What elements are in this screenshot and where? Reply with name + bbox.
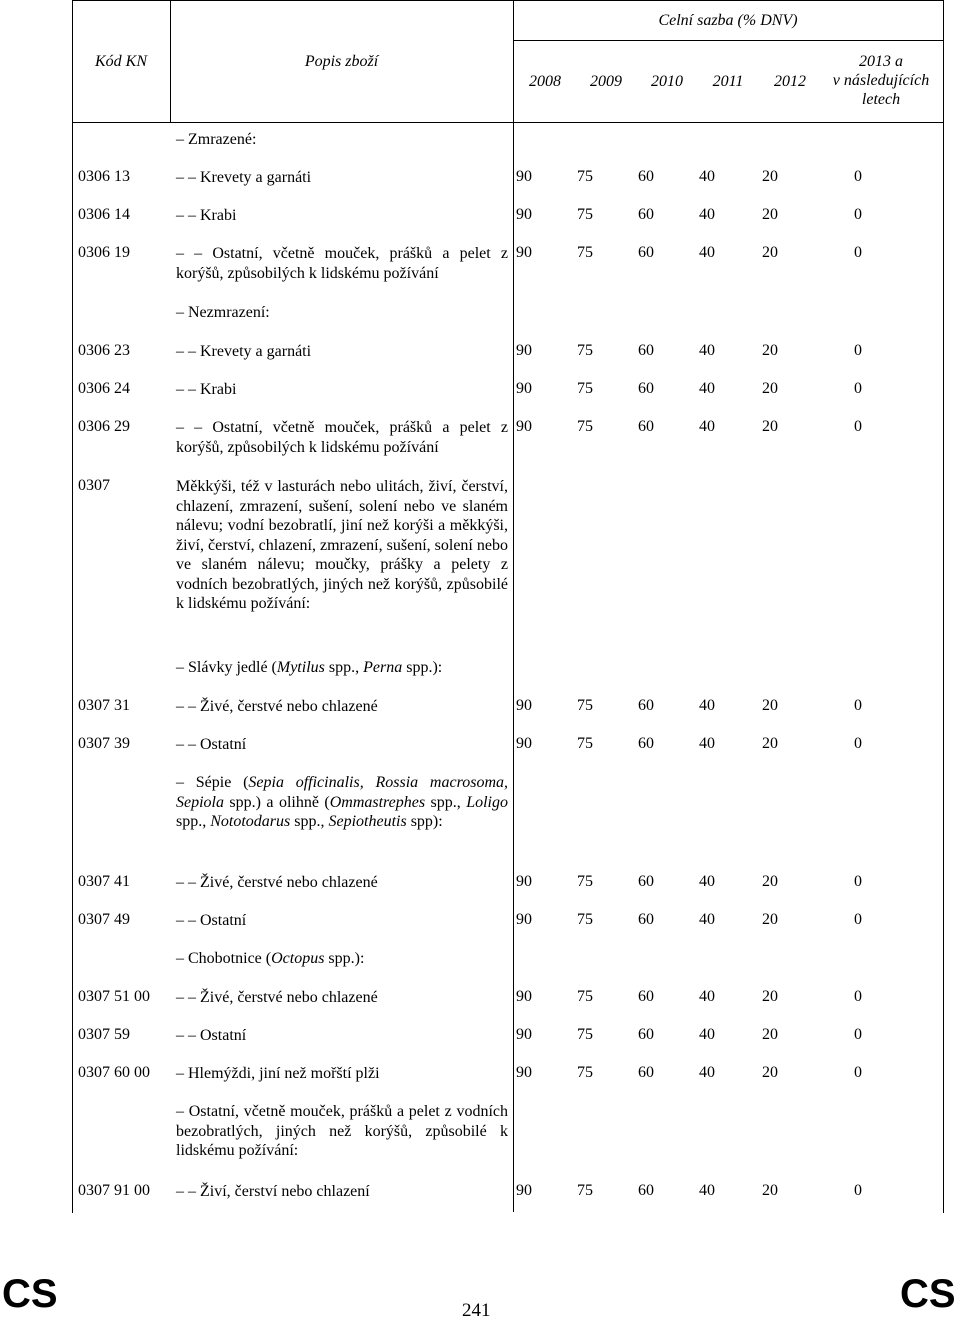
page-number: 241	[462, 1300, 491, 1321]
goods-description: – – Živé, čerstvé nebo chlazené	[176, 874, 378, 891]
kn-code: 0307 91 00	[78, 1182, 150, 1199]
duty-rate-2010: 60	[638, 988, 654, 1005]
kn-code: 0306 19	[78, 244, 130, 261]
duty-rate-2011: 40	[699, 988, 715, 1005]
duty-rate-2010: 60	[638, 244, 654, 261]
duty-rate-2013-plus: 0	[854, 873, 862, 890]
duty-rate-2011: 40	[699, 168, 715, 185]
duty-rate-2013-plus: 0	[854, 244, 862, 261]
header-year-2010: 2010	[651, 73, 683, 90]
duty-rate-2012: 20	[762, 418, 778, 435]
duty-rate-2011: 40	[699, 697, 715, 714]
header-description: Popis zboží	[304, 53, 379, 70]
goods-description: – – Krevety a garnáti	[176, 343, 312, 360]
duty-rate-2013-plus: 0	[854, 911, 862, 928]
duty-rate-2010: 60	[638, 911, 654, 928]
goods-description: – – Ostatní	[176, 1027, 247, 1044]
kn-code: 0307 49	[78, 911, 130, 928]
header-code: Kód KN	[94, 53, 147, 70]
description-text: spp.):	[402, 659, 443, 676]
goods-description: – – Ostatní, včetně mouček, prášků a pelet z korýšů, způsobilých k lidskému požívání	[176, 245, 508, 282]
duty-rate-2010: 60	[638, 380, 654, 397]
goods-description: – Nezmrazení:	[176, 304, 270, 321]
kn-code: 0307 59	[78, 1026, 130, 1043]
duty-rate-2008: 90	[516, 697, 532, 714]
duty-rate-2009: 75	[577, 342, 593, 359]
duty-rate-2013-plus: 0	[854, 1182, 862, 1199]
duty-rate-2011: 40	[699, 873, 715, 890]
duty-rate-2009: 75	[577, 1064, 593, 1081]
goods-description: – – Krabi	[176, 207, 237, 224]
goods-description: – – Živí, čerství nebo chlazení	[176, 1183, 370, 1200]
kn-code: 0306 13	[78, 168, 130, 185]
species-name: Octopus	[271, 950, 325, 967]
duty-rate-2008: 90	[516, 168, 532, 185]
duty-rate-2009: 75	[577, 1026, 593, 1043]
description-text: spp.,	[176, 813, 211, 830]
duty-rate-2010: 60	[638, 697, 654, 714]
duty-rate-2011: 40	[699, 418, 715, 435]
kn-code: 0306 14	[78, 206, 130, 223]
description-text: spp.):	[324, 950, 365, 967]
duty-rate-2008: 90	[516, 735, 532, 752]
header-year-2012: 2012	[774, 73, 806, 90]
species-name: Ommastrephes	[329, 793, 426, 811]
kn-code: 0307 39	[78, 735, 130, 752]
duty-rate-2011: 40	[699, 1182, 715, 1199]
duty-rate-2009: 75	[577, 206, 593, 223]
kn-code: 0306 24	[78, 380, 130, 397]
description-text: spp.,	[425, 793, 467, 811]
header-year-2011: 2011	[712, 73, 744, 90]
goods-description: – – Ostatní	[176, 912, 247, 929]
description-text: spp):	[406, 813, 443, 830]
duty-rate-2011: 40	[699, 342, 715, 359]
duty-rate-2011: 40	[699, 911, 715, 928]
species-name: Perna	[363, 659, 403, 676]
species-name: Loligo	[466, 793, 508, 811]
duty-rate-2009: 75	[577, 380, 593, 397]
duty-rate-2010: 60	[638, 1182, 654, 1199]
header-divider	[513, 40, 943, 41]
description-text: spp.,	[290, 813, 329, 830]
kn-code: 0307 41	[78, 873, 130, 890]
header-duty-rate: Celní sazba (% DNV)	[658, 12, 798, 29]
kn-code: 0307	[78, 477, 110, 494]
duty-rate-2010: 60	[638, 873, 654, 890]
duty-rate-2009: 75	[577, 735, 593, 752]
duty-rate-2008: 90	[516, 1182, 532, 1199]
duty-rate-2008: 90	[516, 911, 532, 928]
duty-rate-2009: 75	[577, 418, 593, 435]
goods-description	[176, 773, 508, 832]
duty-rate-2012: 20	[762, 168, 778, 185]
duty-rate-2013-plus: 0	[854, 735, 862, 752]
duty-rate-2010: 60	[638, 1064, 654, 1081]
kn-code: 0307 51 00	[78, 988, 150, 1005]
duty-rate-2012: 20	[762, 735, 778, 752]
duty-rate-2011: 40	[699, 1026, 715, 1043]
duty-rate-2008: 90	[516, 988, 532, 1005]
duty-rate-2009: 75	[577, 168, 593, 185]
header-bottom-line	[72, 122, 943, 123]
duty-rate-2012: 20	[762, 342, 778, 359]
header-year-2013-plus: 2013 a v následujících letech	[832, 53, 930, 108]
duty-rate-2010: 60	[638, 206, 654, 223]
duty-rate-2008: 90	[516, 1064, 532, 1081]
kn-code: 0307 60 00	[78, 1064, 150, 1081]
header-year-2009: 2009	[590, 73, 622, 90]
duty-rate-2012: 20	[762, 1064, 778, 1081]
duty-rate-2013-plus: 0	[854, 418, 862, 435]
goods-description: Měkkýši, též v lasturách nebo ulitách, živí, čerství, chlazení, zmrazení, sušení, solení nebo ve slaném nálevu; vodní bezobratlí, jiní než korýši a měkkýši, živí, čerství, chlazení, zmrazení, sušení, solení nebo ve slaném nálevu; moučky, prášky a pelety z vodních bezobratlých, jiných než korýšů, způsobilé k lidskému požívání:	[176, 478, 508, 612]
goods-description: – – Živé, čerstvé nebo chlazené	[176, 698, 378, 715]
goods-description	[176, 949, 508, 969]
goods-description: – – Ostatní, včetně mouček, prášků a pelet z korýšů, způsobilých k lidskému požívání	[176, 419, 508, 456]
duty-rate-2013-plus: 0	[854, 206, 862, 223]
duty-rate-2013-plus: 0	[854, 380, 862, 397]
duty-rate-2013-plus: 0	[854, 342, 862, 359]
duty-rate-2009: 75	[577, 873, 593, 890]
duty-rate-2010: 60	[638, 342, 654, 359]
duty-rate-2012: 20	[762, 988, 778, 1005]
species-name: Sepiotheutis	[328, 813, 407, 830]
duty-rate-2013-plus: 0	[854, 168, 862, 185]
species-name: Nototodarus	[210, 813, 291, 830]
duty-rate-2012: 20	[762, 206, 778, 223]
duty-rate-2012: 20	[762, 873, 778, 890]
duty-rate-2013-plus: 0	[854, 1026, 862, 1043]
description-text: – Chobotnice (	[176, 950, 272, 967]
duty-rate-2008: 90	[516, 244, 532, 261]
duty-rate-2013-plus: 0	[854, 697, 862, 714]
duty-rate-2010: 60	[638, 735, 654, 752]
duty-rate-2012: 20	[762, 697, 778, 714]
duty-rate-2011: 40	[699, 380, 715, 397]
duty-rate-2008: 90	[516, 1026, 532, 1043]
duty-rate-2011: 40	[699, 735, 715, 752]
goods-description: – – Krevety a garnáti	[176, 169, 312, 186]
duty-rate-2009: 75	[577, 697, 593, 714]
duty-rate-2011: 40	[699, 1064, 715, 1081]
duty-rate-2012: 20	[762, 1026, 778, 1043]
duty-rate-2011: 40	[699, 206, 715, 223]
duty-rate-2011: 40	[699, 244, 715, 261]
description-text: spp.,	[324, 659, 364, 676]
species-name: Sepia officinalis, Rossia macrosoma, Sepiola	[176, 774, 508, 811]
species-name: Mytilus	[276, 659, 325, 676]
duty-rate-2009: 75	[577, 911, 593, 928]
duty-rate-2010: 60	[638, 1026, 654, 1043]
duty-rate-2013-plus: 0	[854, 988, 862, 1005]
duty-rate-2008: 90	[516, 342, 532, 359]
goods-description: – – Ostatní	[176, 736, 247, 753]
kn-code: 0306 23	[78, 342, 130, 359]
description-text: spp.) a olihně (	[224, 793, 330, 811]
duty-rate-2010: 60	[638, 168, 654, 185]
goods-description: – – Živé, čerstvé nebo chlazené	[176, 989, 378, 1006]
kn-code: 0307 31	[78, 697, 130, 714]
header-year-2008: 2008	[529, 73, 561, 90]
description-text: – Slávky jedlé (	[176, 659, 277, 676]
language-code-right: CS	[900, 1272, 956, 1316]
duty-rate-2012: 20	[762, 1182, 778, 1199]
goods-description: – Ostatní, včetně mouček, prášků a pelet z vodních bezobratlých, jiných než korýšů, způsobilé k lidskému požívání:	[176, 1103, 508, 1159]
description-text: – Sépie (	[176, 774, 249, 791]
goods-description	[176, 658, 508, 678]
goods-description: – Hlemýždi, jiní než mořští plži	[176, 1065, 380, 1082]
duty-rate-2008: 90	[516, 873, 532, 890]
duty-rate-2012: 20	[762, 380, 778, 397]
duty-rate-2010: 60	[638, 418, 654, 435]
duty-rate-2012: 20	[762, 911, 778, 928]
goods-description: – Zmrazené:	[176, 131, 257, 148]
goods-description: – – Krabi	[176, 381, 237, 398]
language-code-left: CS	[2, 1272, 58, 1316]
duty-rate-2009: 75	[577, 244, 593, 261]
duty-rate-2012: 20	[762, 244, 778, 261]
duty-rate-2009: 75	[577, 988, 593, 1005]
kn-code: 0306 29	[78, 418, 130, 435]
duty-rate-2008: 90	[516, 380, 532, 397]
duty-rate-2008: 90	[516, 418, 532, 435]
duty-rate-2013-plus: 0	[854, 1064, 862, 1081]
duty-rate-2009: 75	[577, 1182, 593, 1199]
duty-rate-2008: 90	[516, 206, 532, 223]
